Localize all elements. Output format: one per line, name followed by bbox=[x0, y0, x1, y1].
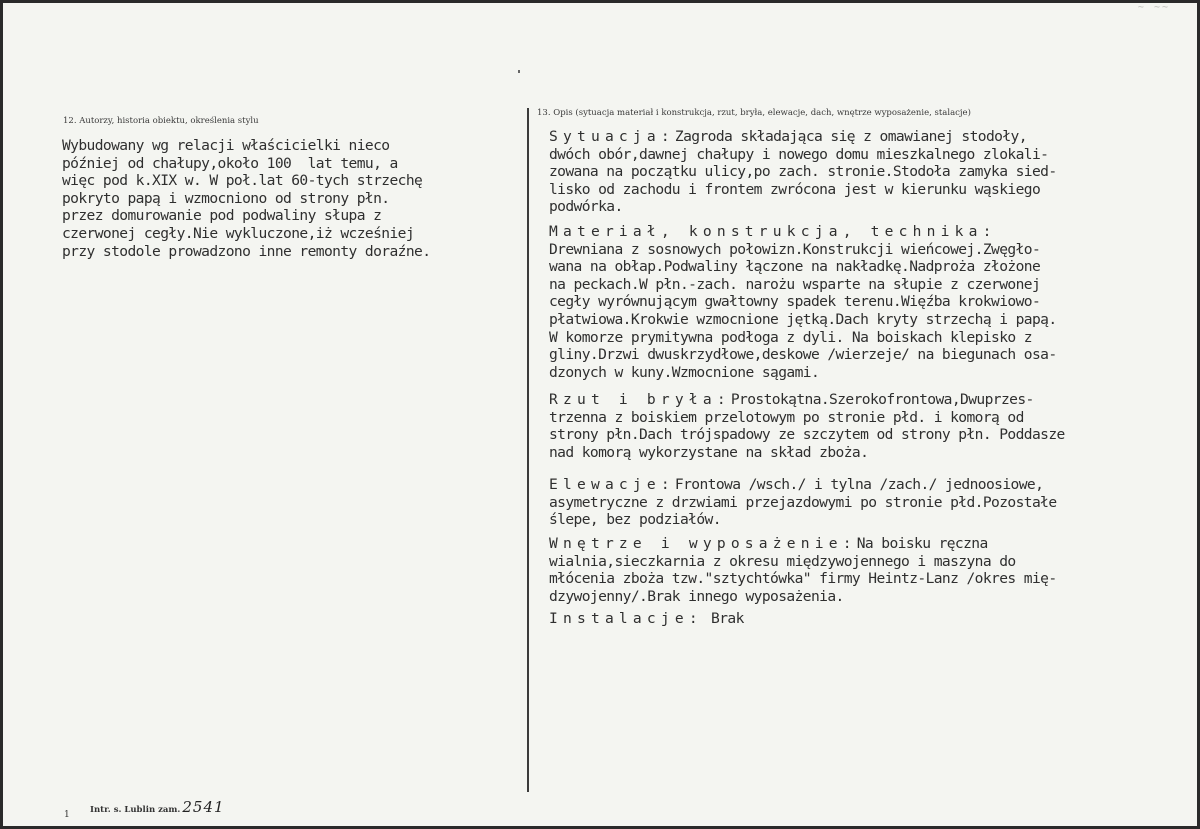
corner-mark: ~ ~~ bbox=[1137, 2, 1170, 13]
paragraph-material bbox=[549, 223, 1057, 381]
column-divider bbox=[527, 108, 529, 792]
inventory-number: 2541 bbox=[182, 798, 225, 816]
paragraph-rzut bbox=[549, 391, 1065, 461]
label-instalacje: Instalacje: bbox=[549, 610, 703, 627]
history-text: Wybudowany wg relacji właścicielki nieco później od chałupy,około 100 lat temu, a więc pod k.XIX w. W poł.lat 60-tych strzechę pokryto papą i wzmocniono od strony płn. przez domurowanie pod podwaliny słupa z czerwonej cegły.Nie wykluczone,iż wcześniej przy stodole prowadzono inne remonty doraźne. bbox=[62, 137, 431, 260]
paragraph-wnetrze bbox=[549, 535, 1057, 605]
text-elewacje: Frontowa /wsch./ i tylna /zach./ jednoosiowe, asymetryczne z drzwiami przejazdowymi po stronie płd.Pozostałe ślepe, bez podziałów. bbox=[549, 476, 1057, 529]
text-sytuacja: Zagroda składająca się z omawianej stodoły, dwóch obór,dawnej chałupy i nowego domu mieszkalnego zlokali- zowana na początku ulicy,po zach. stronie.Stodoła zamyka sied- lisko od zachodu i frontem zwrócona jest w kierunku wąskiego podwórka. bbox=[549, 128, 1057, 216]
section-12-heading: 12. Autorzy, historia obiektu, określenia stylu bbox=[63, 116, 259, 126]
paragraph-sytuacja bbox=[549, 128, 1057, 216]
label-elewacje: Elewacje: bbox=[549, 476, 675, 493]
text-instalacje: Brak bbox=[702, 610, 744, 627]
label-sytuacja: Sytuacja: bbox=[549, 128, 675, 145]
text-wnetrze: Na boisku ręczna wialnia,sieczkarnia z okresu międzywojennego i maszyna do młócenia zboża tzw."sztychtówka" firmy Heintz-Lanz /okres mię- dzywojenny/.Brak innego wyposażenia. bbox=[549, 535, 1057, 605]
text-material: Drewniana z sosnowych połowizn.Konstrukcji wieńcowej.Zwęgło- wana na obłap.Podwaliny łączone na nakładkę.Nadproża złożone na peckach.W płn.-zach. narożu wsparte na słupie z czerwonej cegły wyrównującym gwałtowny spadek terenu.Więźba krokwiowo- płatwiowa.Krokwie wzmocnione jętką.Dach kryty strzechą i papą. W komorze prymitywna podłoga z dyli. Na boiskach klepisko z gliny.Drzwi dwuskrzydłowe,deskowe /wierzeje/ na biegunach osa- dzonych w kuny.Wzmocnione sągami. bbox=[549, 240, 1057, 381]
ink-speck bbox=[518, 70, 520, 73]
paragraph-elewacje bbox=[549, 476, 1057, 529]
label-rzut: Rzut i bryła: bbox=[549, 391, 731, 408]
paragraph-instalacje bbox=[549, 610, 744, 628]
page-number: 1 bbox=[64, 810, 70, 820]
inventory-footer bbox=[90, 798, 225, 816]
label-material: Materiał, konstrukcja, technika: bbox=[549, 223, 997, 240]
text-rzut: Prostokątna.Szerokofrontowa,Dwuprzes- trzenna z boiskiem przelotowym po stronie płd. i komorą od strony płn.Dach trójspadowy ze szczytem od strony płn. Poddasze nad komorą wykorzystane na skład zboża. bbox=[549, 391, 1065, 461]
footer-printed: Intr. s. Lublin zam. bbox=[90, 805, 181, 815]
section-13-heading: 13. Opis (sytuacja materiał i konstrukcja, rzut, bryła, elewacje, dach, wnętrze wyposażenie, stalacje) bbox=[537, 108, 971, 118]
label-wnetrze: Wnętrze i wyposażenie: bbox=[549, 535, 857, 552]
